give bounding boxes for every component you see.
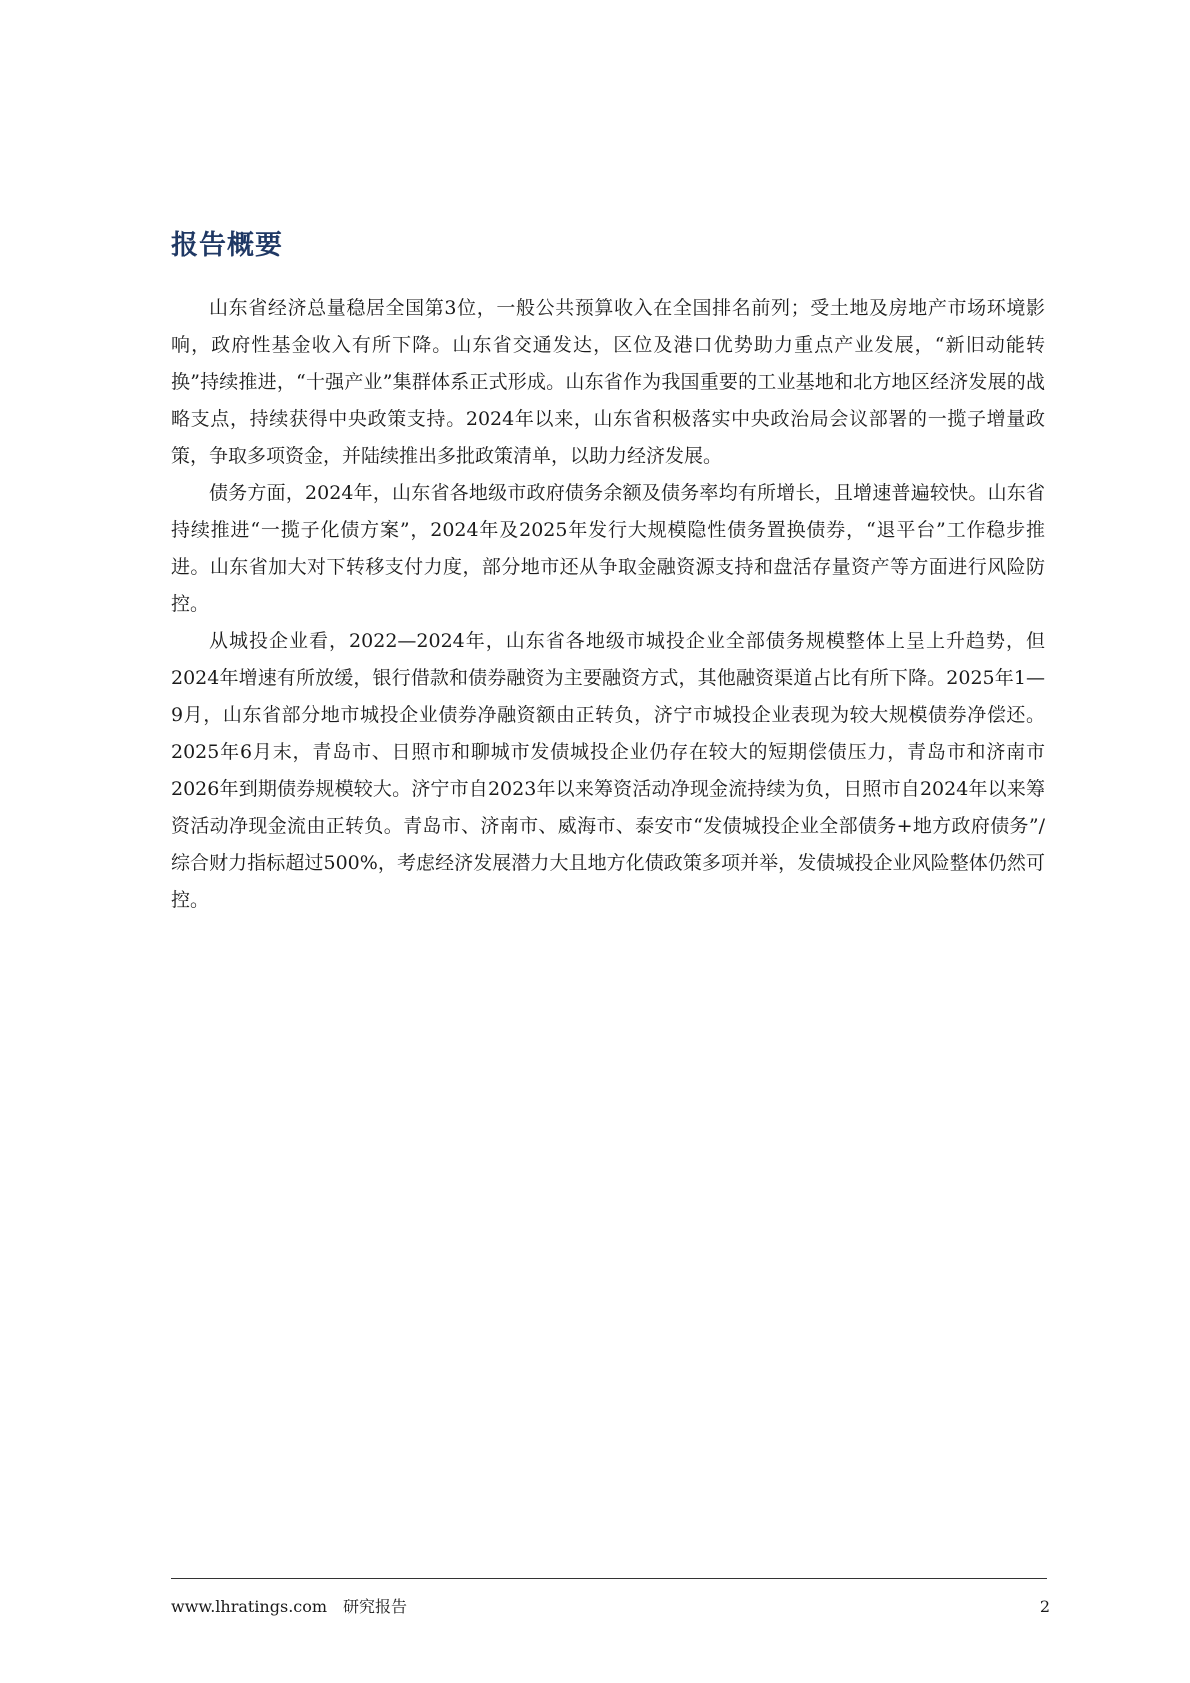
footer-label: 研究报告 (343, 1597, 408, 1616)
page-title: 报告概要 (171, 230, 283, 261)
footer-divider (171, 1578, 1047, 1579)
summary-paragraph-economy: 山东省经济总量稳居全国第3位，一般公共预算收入在全国排名前列；受土地及房地产市场环境影响，政府性基金收入有所下降。山东省交通发达，区位及港口优势助力重点产业发展，“新旧动能转换”持续推进，“十强产业”集群体系正式形成。山东省作为我国重要的工业基地和北方地区经济发展的战略支点，持续获得中央政策支持。2024年以来，山东省积极落实中央政治局会议部署的一揽子增量政策，争取多项资金，并陆续推出多批政策清单，以助力经济发展。 (171, 297, 1045, 467)
footer-left (171, 1595, 407, 1619)
page-number: 2 (1039, 1597, 1050, 1616)
footer-website-link[interactable]: www.lhratings.com (171, 1597, 328, 1616)
report-summary-body (171, 290, 1045, 919)
summary-paragraph-debt: 债务方面，2024年，山东省各地级市政府债务余额及债务率均有所增长，且增速普遍较快。山东省持续推进“一揽子化债方案”，2024年及2025年发行大规模隐性债务置换债券，“退平台”工作稳步推进。山东省加大对下转移支付力度，部分地市还从争取金融资源支持和盘活存量资产等方面进行风险防控。 (171, 482, 1045, 615)
summary-paragraph-lgfv: 从城投企业看，2022—2024年，山东省各地级市城投企业全部债务规模整体上呈上升趋势，但2024年增速有所放缓，银行借款和债券融资为主要融资方式，其他融资渠道占比有所下降。2025年1—9月，山东省部分地市城投企业债券净融资额由正转负，济宁市城投企业表现为较大规模债券净偿还。2025年6月末，青岛市、日照市和聊城市发债城投企业仍存在较大的短期偿债压力，青岛市和济南市2026年到期债券规模较大。济宁市自2023年以来筹资活动净现金流持续为负，日照市自2024年以来筹资活动净现金流由正转负。青岛市、济南市、威海市、泰安市“发债城投企业全部债务+地方政府债务”/综合财力指标超过500%，考虑经济发展潜力大且地方化债政策多项并举，发债城投企业风险整体仍然可控。 (171, 630, 1045, 911)
